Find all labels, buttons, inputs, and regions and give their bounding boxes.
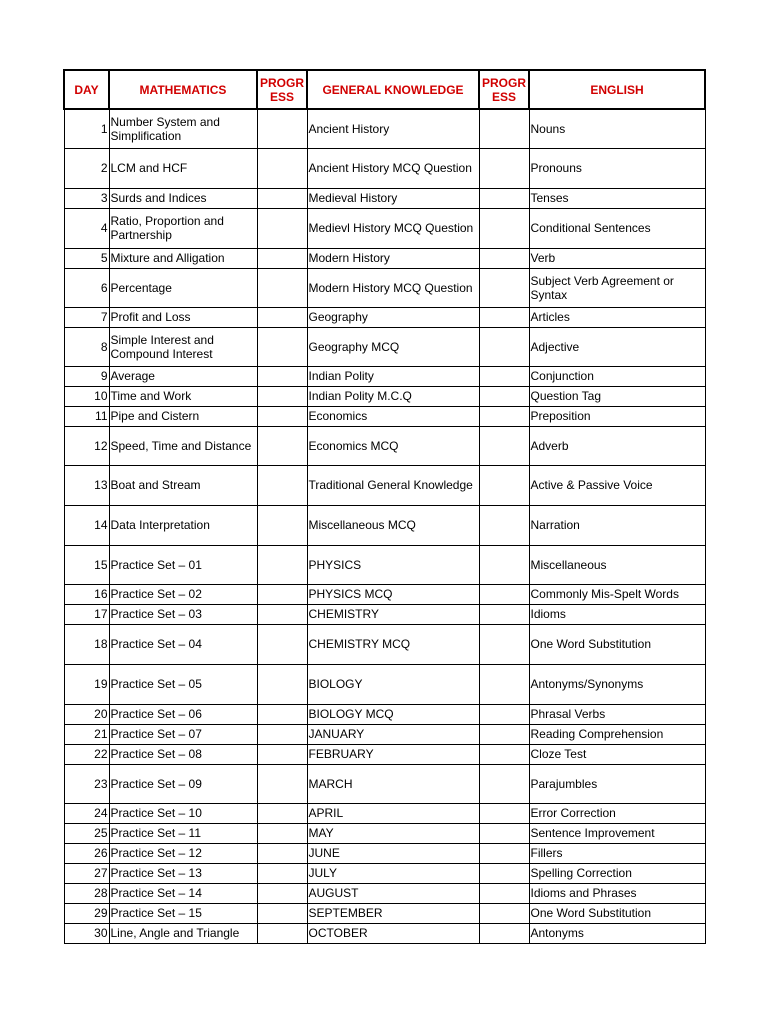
progress-math-cell	[257, 883, 307, 903]
progress-gk-cell	[479, 406, 529, 426]
day-cell: 15	[64, 545, 109, 584]
general-knowledge-topic-cell: Modern History MCQ Question	[307, 268, 479, 307]
general-knowledge-topic-cell: CHEMISTRY MCQ	[307, 624, 479, 664]
general-knowledge-topic-cell: Traditional General Knowledge	[307, 465, 479, 505]
english-topic-cell: Adjective	[529, 327, 705, 366]
general-knowledge-topic-cell: AUGUST	[307, 883, 479, 903]
day-cell: 21	[64, 724, 109, 744]
mathematics-topic-cell: Pipe and Cistern	[109, 406, 257, 426]
mathematics-topic-cell: Practice Set – 11	[109, 823, 257, 843]
progress-math-cell	[257, 188, 307, 208]
progress-gk-cell	[479, 823, 529, 843]
table-row	[64, 584, 705, 604]
mathematics-topic-cell: Practice Set – 04	[109, 624, 257, 664]
english-topic-cell: Idioms and Phrases	[529, 883, 705, 903]
progress-gk-cell	[479, 465, 529, 505]
general-knowledge-topic-cell: Geography	[307, 307, 479, 327]
day-cell: 29	[64, 903, 109, 923]
general-knowledge-topic-cell: Medieval History	[307, 188, 479, 208]
progress-math-cell	[257, 604, 307, 624]
general-knowledge-topic-cell: BIOLOGY MCQ	[307, 704, 479, 724]
progress-gk-cell	[479, 248, 529, 268]
header-day: DAY	[64, 70, 109, 109]
mathematics-topic-cell: Ratio, Proportion and Partnership	[109, 208, 257, 248]
progress-gk-cell	[479, 366, 529, 386]
general-knowledge-topic-cell: BIOLOGY	[307, 664, 479, 704]
table-row	[64, 664, 705, 704]
table-row	[64, 843, 705, 863]
progress-gk-cell	[479, 268, 529, 307]
progress-math-cell	[257, 307, 307, 327]
table-row	[64, 803, 705, 823]
table-row	[64, 704, 705, 724]
english-topic-cell: Idioms	[529, 604, 705, 624]
english-topic-cell: Commonly Mis-Spelt Words	[529, 584, 705, 604]
english-topic-cell: Error Correction	[529, 803, 705, 823]
day-cell: 6	[64, 268, 109, 307]
progress-gk-cell	[479, 883, 529, 903]
mathematics-topic-cell: Practice Set – 07	[109, 724, 257, 744]
english-topic-cell: Parajumbles	[529, 764, 705, 803]
progress-gk-cell	[479, 764, 529, 803]
english-topic-cell: Question Tag	[529, 386, 705, 406]
english-topic-cell: Miscellaneous	[529, 545, 705, 584]
progress-math-cell	[257, 724, 307, 744]
english-topic-cell: Active & Passive Voice	[529, 465, 705, 505]
header-mathematics: MATHEMATICS	[109, 70, 257, 109]
progress-math-cell	[257, 744, 307, 764]
general-knowledge-topic-cell: JULY	[307, 863, 479, 883]
table-row	[64, 604, 705, 624]
progress-gk-cell	[479, 426, 529, 465]
english-topic-cell: Narration	[529, 505, 705, 545]
english-topic-cell: Spelling Correction	[529, 863, 705, 883]
header-row	[64, 70, 705, 109]
mathematics-topic-cell: Boat and Stream	[109, 465, 257, 505]
progress-math-cell	[257, 863, 307, 883]
progress-math-cell	[257, 148, 307, 188]
table-row	[64, 426, 705, 465]
mathematics-topic-cell: Time and Work	[109, 386, 257, 406]
table-row	[64, 923, 705, 943]
table-row	[64, 903, 705, 923]
table-row	[64, 386, 705, 406]
day-cell: 18	[64, 624, 109, 664]
day-cell: 20	[64, 704, 109, 724]
mathematics-topic-cell: Practice Set – 08	[109, 744, 257, 764]
table-row	[64, 208, 705, 248]
progress-gk-cell	[479, 863, 529, 883]
day-cell: 4	[64, 208, 109, 248]
day-cell: 13	[64, 465, 109, 505]
general-knowledge-topic-cell: Medievl History MCQ Question	[307, 208, 479, 248]
progress-gk-cell	[479, 923, 529, 943]
progress-math-cell	[257, 109, 307, 148]
day-cell: 16	[64, 584, 109, 604]
general-knowledge-topic-cell: PHYSICS	[307, 545, 479, 584]
mathematics-topic-cell: Average	[109, 366, 257, 386]
english-topic-cell: Tenses	[529, 188, 705, 208]
progress-math-cell	[257, 903, 307, 923]
mathematics-topic-cell: Practice Set – 02	[109, 584, 257, 604]
general-knowledge-topic-cell: SEPTEMBER	[307, 903, 479, 923]
table-row	[64, 327, 705, 366]
english-topic-cell: Verb	[529, 248, 705, 268]
general-knowledge-topic-cell: MAY	[307, 823, 479, 843]
table-row	[64, 823, 705, 843]
general-knowledge-topic-cell: Modern History	[307, 248, 479, 268]
progress-math-cell	[257, 545, 307, 584]
general-knowledge-topic-cell: APRIL	[307, 803, 479, 823]
general-knowledge-topic-cell: JUNE	[307, 843, 479, 863]
mathematics-topic-cell: Practice Set – 03	[109, 604, 257, 624]
day-cell: 22	[64, 744, 109, 764]
table-row	[64, 465, 705, 505]
progress-math-cell	[257, 803, 307, 823]
progress-gk-cell	[479, 903, 529, 923]
general-knowledge-topic-cell: Ancient History MCQ Question	[307, 148, 479, 188]
progress-math-cell	[257, 248, 307, 268]
day-cell: 12	[64, 426, 109, 465]
table-row	[64, 724, 705, 744]
mathematics-topic-cell: Simple Interest and Compound Interest	[109, 327, 257, 366]
mathematics-topic-cell: Surds and Indices	[109, 188, 257, 208]
day-cell: 3	[64, 188, 109, 208]
general-knowledge-topic-cell: Ancient History	[307, 109, 479, 148]
table-row	[64, 406, 705, 426]
progress-gk-cell	[479, 505, 529, 545]
english-topic-cell: One Word Substitution	[529, 903, 705, 923]
english-topic-cell: Conjunction	[529, 366, 705, 386]
general-knowledge-topic-cell: PHYSICS MCQ	[307, 584, 479, 604]
progress-gk-cell	[479, 724, 529, 744]
table-row	[64, 505, 705, 545]
english-topic-cell: Articles	[529, 307, 705, 327]
table-row	[64, 624, 705, 664]
progress-math-cell	[257, 823, 307, 843]
table-row	[64, 268, 705, 307]
table-row	[64, 863, 705, 883]
study-schedule-table	[63, 69, 706, 944]
progress-gk-cell	[479, 327, 529, 366]
day-cell: 11	[64, 406, 109, 426]
general-knowledge-topic-cell: JANUARY	[307, 724, 479, 744]
table-row	[64, 744, 705, 764]
progress-gk-cell	[479, 624, 529, 664]
table-row	[64, 188, 705, 208]
mathematics-topic-cell: Practice Set – 13	[109, 863, 257, 883]
general-knowledge-topic-cell: Miscellaneous MCQ	[307, 505, 479, 545]
general-knowledge-topic-cell: Economics	[307, 406, 479, 426]
general-knowledge-topic-cell: Indian Polity	[307, 366, 479, 386]
header-general-knowledge: GENERAL KNOWLEDGE	[307, 70, 479, 109]
progress-math-cell	[257, 764, 307, 803]
progress-gk-cell	[479, 188, 529, 208]
progress-gk-cell	[479, 109, 529, 148]
day-cell: 2	[64, 148, 109, 188]
day-cell: 5	[64, 248, 109, 268]
general-knowledge-topic-cell: Economics MCQ	[307, 426, 479, 465]
progress-math-cell	[257, 208, 307, 248]
day-cell: 30	[64, 923, 109, 943]
progress-math-cell	[257, 406, 307, 426]
day-cell: 9	[64, 366, 109, 386]
day-cell: 24	[64, 803, 109, 823]
english-topic-cell: Reading Comprehension	[529, 724, 705, 744]
mathematics-topic-cell: Line, Angle and Triangle	[109, 923, 257, 943]
english-topic-cell: Fillers	[529, 843, 705, 863]
progress-gk-cell	[479, 704, 529, 724]
english-topic-cell: One Word Substitution	[529, 624, 705, 664]
general-knowledge-topic-cell: Geography MCQ	[307, 327, 479, 366]
day-cell: 8	[64, 327, 109, 366]
general-knowledge-topic-cell: CHEMISTRY	[307, 604, 479, 624]
progress-gk-cell	[479, 843, 529, 863]
header-progress-math: PROGR ESS	[257, 70, 307, 109]
mathematics-topic-cell: Practice Set – 10	[109, 803, 257, 823]
table-row	[64, 248, 705, 268]
day-cell: 28	[64, 883, 109, 903]
progress-gk-cell	[479, 545, 529, 584]
progress-math-cell	[257, 664, 307, 704]
mathematics-topic-cell: Practice Set – 09	[109, 764, 257, 803]
english-topic-cell: Phrasal Verbs	[529, 704, 705, 724]
day-cell: 17	[64, 604, 109, 624]
progress-math-cell	[257, 505, 307, 545]
general-knowledge-topic-cell: FEBRUARY	[307, 744, 479, 764]
progress-math-cell	[257, 704, 307, 724]
table-row	[64, 307, 705, 327]
english-topic-cell: Cloze Test	[529, 744, 705, 764]
english-topic-cell: Antonyms/Synonyms	[529, 664, 705, 704]
progress-gk-cell	[479, 744, 529, 764]
general-knowledge-topic-cell: MARCH	[307, 764, 479, 803]
mathematics-topic-cell: LCM and HCF	[109, 148, 257, 188]
mathematics-topic-cell: Practice Set – 15	[109, 903, 257, 923]
progress-gk-cell	[479, 386, 529, 406]
english-topic-cell: Sentence Improvement	[529, 823, 705, 843]
english-topic-cell: Nouns	[529, 109, 705, 148]
english-topic-cell: Preposition	[529, 406, 705, 426]
progress-math-cell	[257, 843, 307, 863]
progress-math-cell	[257, 923, 307, 943]
day-cell: 14	[64, 505, 109, 545]
mathematics-topic-cell: Percentage	[109, 268, 257, 307]
mathematics-topic-cell: Number System and Simplification	[109, 109, 257, 148]
mathematics-topic-cell: Profit and Loss	[109, 307, 257, 327]
progress-gk-cell	[479, 584, 529, 604]
progress-gk-cell	[479, 208, 529, 248]
day-cell: 26	[64, 843, 109, 863]
english-topic-cell: Pronouns	[529, 148, 705, 188]
mathematics-topic-cell: Data Interpretation	[109, 505, 257, 545]
day-cell: 27	[64, 863, 109, 883]
day-cell: 19	[64, 664, 109, 704]
header-english: ENGLISH	[529, 70, 705, 109]
day-cell: 1	[64, 109, 109, 148]
day-cell: 25	[64, 823, 109, 843]
english-topic-cell: Subject Verb Agreement or Syntax	[529, 268, 705, 307]
mathematics-topic-cell: Practice Set – 05	[109, 664, 257, 704]
progress-math-cell	[257, 584, 307, 604]
progress-gk-cell	[479, 604, 529, 624]
table-row	[64, 366, 705, 386]
mathematics-topic-cell: Practice Set – 12	[109, 843, 257, 863]
day-cell: 10	[64, 386, 109, 406]
header-progress-gk: PROGR ESS	[479, 70, 529, 109]
progress-gk-cell	[479, 803, 529, 823]
table-row	[64, 883, 705, 903]
general-knowledge-topic-cell: OCTOBER	[307, 923, 479, 943]
mathematics-topic-cell: Speed, Time and Distance	[109, 426, 257, 465]
english-topic-cell: Antonyms	[529, 923, 705, 943]
progress-math-cell	[257, 327, 307, 366]
progress-math-cell	[257, 426, 307, 465]
day-cell: 7	[64, 307, 109, 327]
progress-math-cell	[257, 386, 307, 406]
mathematics-topic-cell: Practice Set – 06	[109, 704, 257, 724]
progress-math-cell	[257, 465, 307, 505]
progress-math-cell	[257, 366, 307, 386]
general-knowledge-topic-cell: Indian Polity M.C.Q	[307, 386, 479, 406]
table-row	[64, 109, 705, 148]
progress-gk-cell	[479, 307, 529, 327]
table-row	[64, 148, 705, 188]
mathematics-topic-cell: Mixture and Alligation	[109, 248, 257, 268]
english-topic-cell: Conditional Sentences	[529, 208, 705, 248]
progress-gk-cell	[479, 148, 529, 188]
table-row	[64, 764, 705, 803]
english-topic-cell: Adverb	[529, 426, 705, 465]
progress-math-cell	[257, 624, 307, 664]
table-row	[64, 545, 705, 584]
mathematics-topic-cell: Practice Set – 14	[109, 883, 257, 903]
progress-math-cell	[257, 268, 307, 307]
progress-gk-cell	[479, 664, 529, 704]
day-cell: 23	[64, 764, 109, 803]
mathematics-topic-cell: Practice Set – 01	[109, 545, 257, 584]
